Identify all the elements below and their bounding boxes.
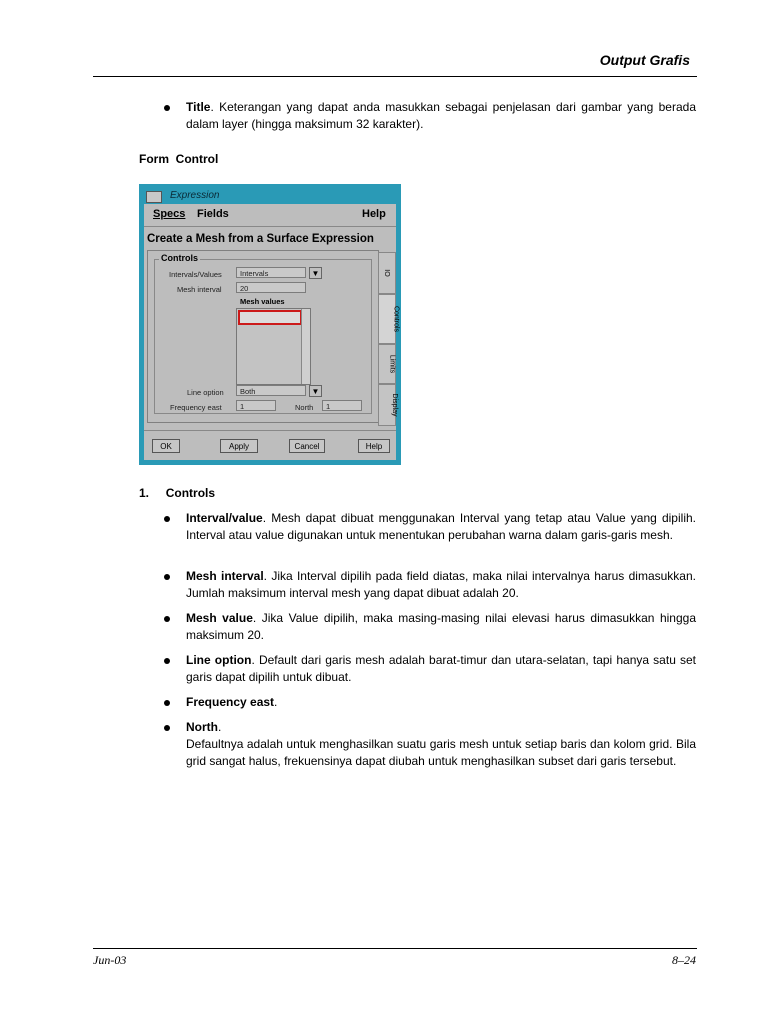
footer-date: Jun-03: [93, 953, 127, 967]
north-label: North: [295, 403, 314, 412]
item-term: Line option: [186, 653, 252, 667]
item-description: . Jika Value dipilih, maka masing-masing nilai elevasi harus dimasukkan hingga maksimum 20.: [186, 611, 696, 642]
expression-dialog: [139, 184, 401, 465]
dialog-menubar: [144, 205, 396, 223]
bullet-icon: [164, 700, 170, 706]
bullet-icon: [164, 658, 170, 664]
button-row-divider: [144, 430, 396, 431]
footer-rule: [93, 948, 697, 949]
list-item: [186, 652, 696, 686]
tab-io-label: IO: [383, 269, 391, 277]
item-term: Mesh interval: [186, 569, 264, 583]
intro-bullet-text: [186, 99, 696, 133]
mesh-values-list[interactable]: [236, 308, 311, 385]
menu-fields[interactable]: Fields: [197, 208, 229, 220]
item-description: .: [274, 695, 278, 709]
list-item: [186, 568, 696, 602]
intervals-values-label: Intervals/Values: [169, 270, 222, 279]
controls-group-label: Controls: [161, 253, 198, 263]
item-term: Interval/value: [186, 511, 263, 525]
window-menu-icon[interactable]: [146, 191, 162, 203]
bullet-icon: [164, 105, 170, 111]
line-option-dropdown-button[interactable]: [309, 385, 322, 397]
item-term: Mesh value: [186, 611, 253, 625]
item-description: .: [218, 720, 222, 734]
header-rule: [93, 76, 697, 77]
frequency-east-label: Frequency east: [170, 403, 222, 412]
cancel-button[interactable]: Cancel: [289, 439, 325, 453]
menu-help[interactable]: Help: [362, 208, 386, 220]
tab-display[interactable]: [378, 384, 396, 426]
section-heading: Form Control: [139, 152, 219, 166]
tab-display-label: Display: [390, 393, 398, 417]
list-heading: [139, 486, 215, 500]
intro-term: Title: [186, 100, 211, 114]
list-item: [186, 719, 696, 770]
ok-button[interactable]: OK: [152, 439, 180, 453]
list-item: [186, 510, 696, 544]
item-description: . Jika Interval dipilih pada field diatas, maka nilai intervalnya harus dimasukkan. Jumlah maksimum interval mesh yang dapat dibuat adalah 20.: [186, 569, 696, 600]
mesh-interval-input[interactable]: 20: [236, 282, 306, 293]
menubar-divider: [144, 226, 396, 227]
mesh-interval-label: Mesh interval: [177, 285, 222, 294]
dropdown-arrow-icon: ▼: [311, 269, 320, 278]
frequency-east-input[interactable]: 1: [236, 400, 276, 411]
tab-controls[interactable]: [378, 294, 400, 344]
apply-button[interactable]: Apply: [220, 439, 258, 453]
help-button[interactable]: Help: [358, 439, 390, 453]
bullet-icon: [164, 725, 170, 731]
list-item: [186, 694, 696, 711]
intervals-dropdown-button[interactable]: [309, 267, 322, 279]
dialog-window-title: Expression: [170, 190, 220, 201]
north-input[interactable]: 1: [322, 400, 362, 411]
page-header-title: Output Grafis: [599, 52, 690, 68]
dropdown-arrow-icon: ▼: [311, 387, 320, 396]
intervals-values-select[interactable]: Intervals: [236, 267, 306, 278]
dialog-heading: Create a Mesh from a Surface Expression: [147, 233, 374, 245]
line-option-label: Line option: [187, 388, 224, 397]
mesh-values-scrollbar[interactable]: [301, 309, 310, 384]
bullet-icon: [164, 516, 170, 522]
tab-limits[interactable]: [378, 344, 396, 384]
list-heading-number: 1.: [139, 486, 150, 500]
list-item: [186, 610, 696, 644]
tab-controls-label: Controls: [392, 305, 400, 333]
mesh-values-label: Mesh values: [240, 297, 285, 306]
dialog-titlebar: [144, 189, 396, 204]
bullet-icon: [164, 574, 170, 580]
tab-io[interactable]: [378, 252, 396, 294]
intro-description: . Keterangan yang dapat anda masukkan sebagai penjelasan dari gambar yang berada dalam layer (hingga maksimum 32 karakter).: [186, 100, 696, 131]
list-heading-title: Controls: [165, 486, 216, 500]
item-term: Frequency east: [186, 695, 275, 709]
bullet-icon: [164, 616, 170, 622]
footer-page-number: 8–24: [672, 953, 696, 967]
item-description: . Mesh dapat dibuat menggunakan Interval yang tetap atau Value yang dipilih. Interval atau value digunakan untuk menentukan perubahan warna dalam garis-garis mesh.: [186, 511, 696, 542]
item-description: . Default dari garis mesh adalah barat-timur dan utara-selatan, tapi hanya satu set garis dapat dipilih untuk dibuat.: [186, 653, 697, 684]
line-option-select[interactable]: Both: [236, 385, 306, 396]
item-term: North: [186, 720, 218, 734]
mesh-value-entry[interactable]: [238, 310, 302, 325]
menu-specs[interactable]: Specs: [153, 208, 186, 220]
tab-limits-label: Limits: [388, 354, 396, 374]
item-extra-description: Defaultnya adalah untuk menghasilkan suatu garis mesh untuk setiap baris dan kolom grid. Bila grid sangat halus, frekuensinya dapat diubah untuk menghasilkan subset dari garis tersebut.: [186, 737, 696, 768]
